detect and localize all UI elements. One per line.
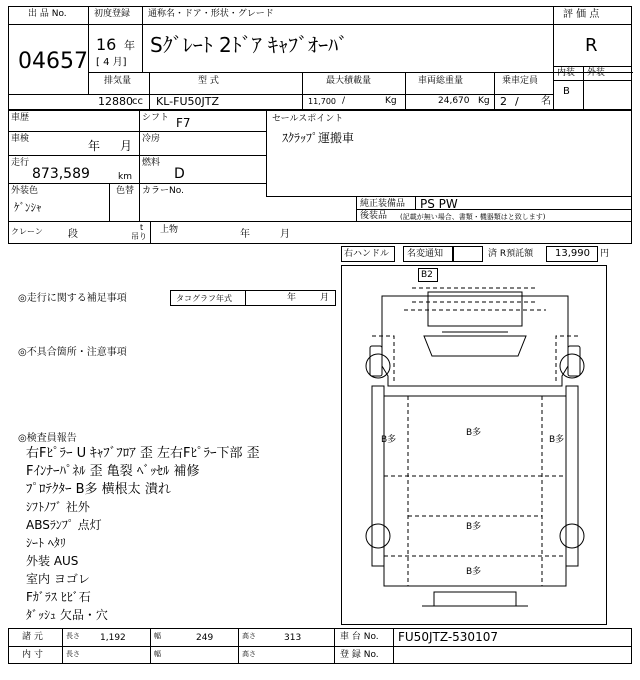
vehicle-name: Sｸﾞﾚｰﾄ 2ﾄﾞｱ ｷｬﾌﾞｵｰﾊﾞ bbox=[150, 33, 349, 57]
fuel-value: D bbox=[174, 166, 185, 182]
inspector-label: ◎検査員報告 bbox=[18, 433, 77, 444]
inner-label: 内 寸 bbox=[22, 650, 43, 660]
max-load-slash: / bbox=[342, 96, 346, 106]
color-no-label: 色替 bbox=[116, 186, 135, 196]
lot-number: 04657 bbox=[18, 49, 88, 74]
crane-t-unit: t bbox=[140, 223, 144, 232]
inner-width-label: 幅 bbox=[154, 650, 161, 658]
report-line: ｼｰﾄ ﾍﾀﾘ bbox=[26, 536, 66, 550]
fuel-label: 燃料 bbox=[142, 158, 161, 168]
inspection-month-unit: 月 bbox=[120, 139, 133, 153]
gross-weight-label: 車両総重量 bbox=[418, 76, 464, 86]
options-label: 純正装備品 bbox=[360, 199, 406, 209]
crane-label: クレーン bbox=[11, 227, 43, 236]
report-line: 室内 ヨゴレ bbox=[26, 572, 90, 586]
crane-lift-unit: 吊り bbox=[131, 232, 147, 241]
height-value: 313 bbox=[284, 633, 302, 643]
inspection-year-unit: 年 bbox=[88, 139, 101, 153]
model-desc-label: 通称名・ドア・形状・グレード bbox=[148, 9, 274, 19]
registration-label: 登 録 No. bbox=[340, 650, 379, 660]
upper-month-unit: 月 bbox=[280, 229, 290, 240]
tachograph-month-unit: 月 bbox=[320, 293, 330, 303]
exterior-color-value: ｹﾞﾝｼｬ bbox=[14, 201, 42, 214]
type-label: 型 式 bbox=[198, 76, 219, 86]
grade-label: 評 価 点 bbox=[563, 9, 600, 20]
displacement-unit: cc bbox=[132, 96, 143, 107]
height-label: 高さ bbox=[242, 632, 256, 640]
report-line: Fｲﾝﾅｰﾊﾟﾈﾙ 歪 亀裂 ﾍﾞｯｾﾙ 補修 bbox=[26, 464, 200, 479]
report-line: ABSﾗﾝﾌﾟ 点灯 bbox=[26, 518, 102, 532]
damage-mark-b-many: B多 bbox=[466, 567, 482, 577]
gross-weight-value: 24,670 bbox=[438, 96, 470, 106]
mileage-unit: km bbox=[118, 172, 132, 182]
driving-notes-label: ◎走行に関する補足事項 bbox=[18, 293, 127, 304]
steering-value: 右ハンドル bbox=[344, 249, 390, 259]
shift-value: F7 bbox=[176, 116, 191, 130]
ac-label: 冷房 bbox=[142, 134, 161, 144]
options-value: PS PW bbox=[420, 197, 458, 211]
report-line: Fｶﾞﾗｽ ﾋﾋﾞ石 bbox=[26, 590, 91, 604]
sales-point-value: ｽｸﾗｯﾌﾟ運搬車 bbox=[282, 131, 355, 145]
capacity-value: 2 bbox=[500, 95, 507, 108]
first-reg-year-unit: 年 bbox=[124, 39, 135, 52]
width-value: 249 bbox=[196, 633, 214, 643]
report-line: ﾌﾟﾛﾃｸﾀｰ B多 横根太 潰れ bbox=[26, 482, 171, 497]
sales-point-label: セールスポイント bbox=[272, 114, 344, 124]
recycle-value: 13,990 bbox=[555, 248, 590, 259]
first-reg-month: [ 4 月] bbox=[96, 57, 127, 68]
tachograph-year-unit: 年 bbox=[287, 293, 297, 303]
inspector-report bbox=[26, 446, 260, 626]
mileage-value: 873,589 bbox=[32, 166, 90, 182]
grade-value: R bbox=[585, 35, 598, 56]
exterior-color-label: 外装色 bbox=[11, 186, 39, 196]
report-line: ﾀﾞｯｼｭ 欠品・穴 bbox=[26, 608, 108, 622]
displacement-label: 排気量 bbox=[104, 76, 132, 86]
inner-height-label: 高さ bbox=[242, 650, 256, 658]
shift-label: シフト bbox=[142, 113, 170, 123]
displacement-value: 12880 bbox=[98, 95, 133, 108]
damage-mark-b2: B2 bbox=[421, 270, 433, 280]
color-code-label: カラーNo. bbox=[142, 186, 184, 196]
crane-stage-unit: 段 bbox=[68, 229, 78, 240]
recycle-label: 済 R預託額 bbox=[488, 249, 534, 259]
width-label: 幅 bbox=[154, 632, 161, 640]
report-line: 外装 AUS bbox=[26, 554, 79, 568]
lot-label: 出 品 No. bbox=[28, 9, 67, 19]
aftermarket-note: (記載が無い場合、書類・機器類はと致します) bbox=[400, 213, 546, 221]
inspection-label: 車検 bbox=[11, 134, 30, 144]
dims-label: 諸 元 bbox=[22, 632, 43, 642]
report-line: 右Fﾋﾟﾗｰ U ｷｬﾌﾞﾌﾛｱ 歪 左右Fﾋﾟﾗｰ下部 歪 bbox=[26, 446, 260, 461]
mileage-label: 走行 bbox=[11, 158, 30, 168]
gross-weight-unit: Kg bbox=[478, 96, 490, 106]
chassis-label: 車 台 No. bbox=[340, 632, 379, 642]
inner-length-label: 長さ bbox=[66, 650, 80, 658]
upper-year-unit: 年 bbox=[240, 229, 250, 240]
odometer-change-label: 名変通知 bbox=[407, 249, 444, 259]
capacity-unit: 名 bbox=[541, 96, 551, 107]
exterior-label: 外装 bbox=[587, 68, 606, 78]
capacity-label: 乗車定員 bbox=[502, 76, 539, 86]
recycle-unit: 円 bbox=[600, 249, 610, 259]
max-load-value: 11,700 bbox=[308, 97, 336, 106]
defects-label: ◎不具合箇所・注意事項 bbox=[18, 347, 127, 358]
report-line: ｼﾌﾄﾉﾌﾞ 社外 bbox=[26, 500, 90, 514]
chassis-value: FU50JTZ-530107 bbox=[398, 630, 498, 644]
odometer-change-box bbox=[453, 246, 483, 262]
max-load-label: 最大積載量 bbox=[326, 76, 372, 86]
model-code: KL-FU50JTZ bbox=[156, 95, 219, 108]
damage-mark-b-many: B多 bbox=[466, 522, 482, 532]
tachograph-label: タコグラフ年式 bbox=[176, 294, 232, 303]
first-reg-label: 初度登録 bbox=[94, 9, 131, 19]
first-reg-year: 16 bbox=[96, 35, 117, 54]
max-load-unit: Kg bbox=[385, 96, 397, 106]
damage-mark-b-many: B多 bbox=[381, 435, 397, 445]
length-value: 1,192 bbox=[100, 633, 126, 643]
aftermarket-label: 後装品 bbox=[360, 211, 388, 221]
upper-label: 上物 bbox=[160, 225, 179, 235]
capacity-slash: / bbox=[515, 95, 519, 108]
damage-mark-b-many: B多 bbox=[549, 435, 565, 445]
damage-mark-b-many: B多 bbox=[466, 428, 482, 438]
interior-label: 内装 bbox=[557, 68, 576, 78]
length-label: 長さ bbox=[66, 632, 80, 640]
history-label: 車歴 bbox=[11, 113, 30, 123]
interior-value: B bbox=[563, 86, 570, 97]
